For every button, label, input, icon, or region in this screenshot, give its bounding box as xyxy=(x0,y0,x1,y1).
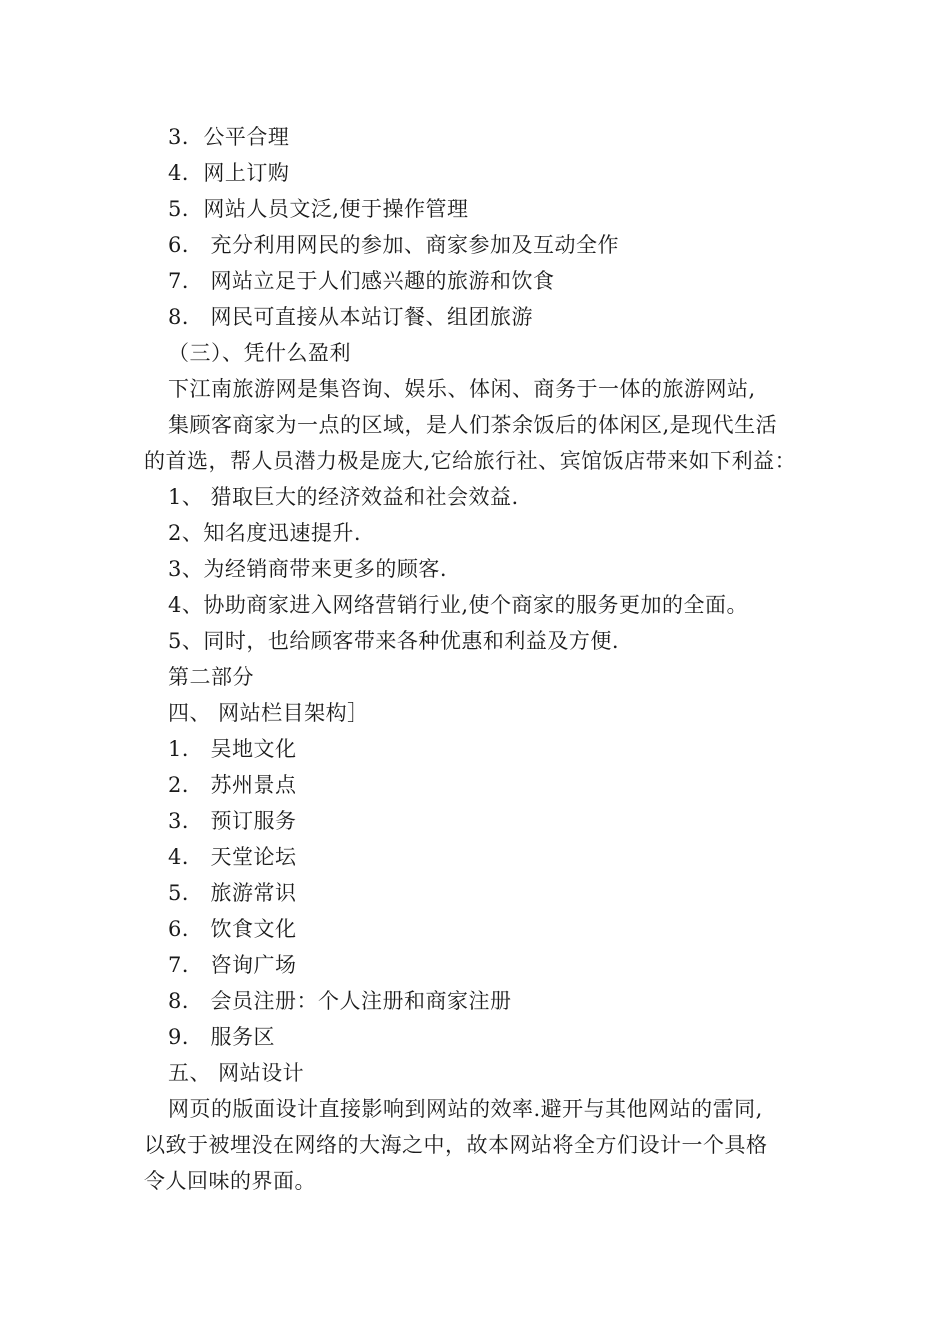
paragraph-line: 网页的版面设计直接影响到网站的效率.避开与其他网站的雷同, xyxy=(168,1097,763,1121)
list-item: 5．网站人员文泛,便于操作管理 xyxy=(168,197,469,221)
list-item: 3． 预订服务 xyxy=(168,809,297,833)
list-item: 5、同时，也给顾客带来各种优惠和利益及方便. xyxy=(168,629,620,653)
paragraph-line: 下江南旅游网是集咨询、娱乐、体闲、商务于一体的旅游网站, xyxy=(168,377,756,401)
list-item: 1． 吴地文化 xyxy=(168,737,297,761)
list-item: 5． 旅游常识 xyxy=(168,881,297,905)
list-item: 2． 苏州景点 xyxy=(168,773,297,797)
paragraph-line: 以致于被埋没在网络的大海之中，故本网站将全方们设计一个具格 xyxy=(144,1133,768,1157)
section-heading: 五、 网站设计 xyxy=(168,1061,305,1085)
list-item: 4．网上订购 xyxy=(168,161,290,185)
section-heading: （三）、凭什么盈利 xyxy=(168,341,351,365)
list-item: 8． 会员注册：个人注册和商家注册 xyxy=(168,989,512,1013)
list-item: 6． 饮食文化 xyxy=(168,917,297,941)
list-item: 4、协助商家进入网络营销行业,使个商家的服务更加的全面。 xyxy=(168,593,749,617)
list-item: 3．公平合理 xyxy=(168,125,290,149)
list-item: 3、为经销商带来更多的顾客. xyxy=(168,557,448,581)
section-heading: 第二部分 xyxy=(168,665,254,689)
list-item: 7． 咨询广场 xyxy=(168,953,297,977)
list-item: 8． 网民可直接从本站订餐、组团旅游 xyxy=(168,305,534,329)
list-item: 2、知名度迅速提升. xyxy=(168,521,362,545)
list-item: 4． 天堂论坛 xyxy=(168,845,297,869)
list-item: 9． 服务区 xyxy=(168,1025,276,1049)
paragraph-line: 的首选，帮人员潜力极是庞大,它给旅行社、宾馆饭店带来如下利益： xyxy=(144,449,797,473)
paragraph-line: 集顾客商家为一点的区域，是人们茶余饭后的体闲区,是现代生活 xyxy=(168,413,778,437)
list-item: 7． 网站立足于人们感兴趣的旅游和饮食 xyxy=(168,269,555,293)
paragraph-line: 令人回味的界面。 xyxy=(144,1169,316,1193)
list-item: 1、 猎取巨大的经济效益和社会效益. xyxy=(168,485,519,509)
list-item: 6． 充分利用网民的参加、商家参加及互动全作 xyxy=(168,233,620,257)
section-heading: 四、 网站栏目架构］ xyxy=(168,701,369,725)
